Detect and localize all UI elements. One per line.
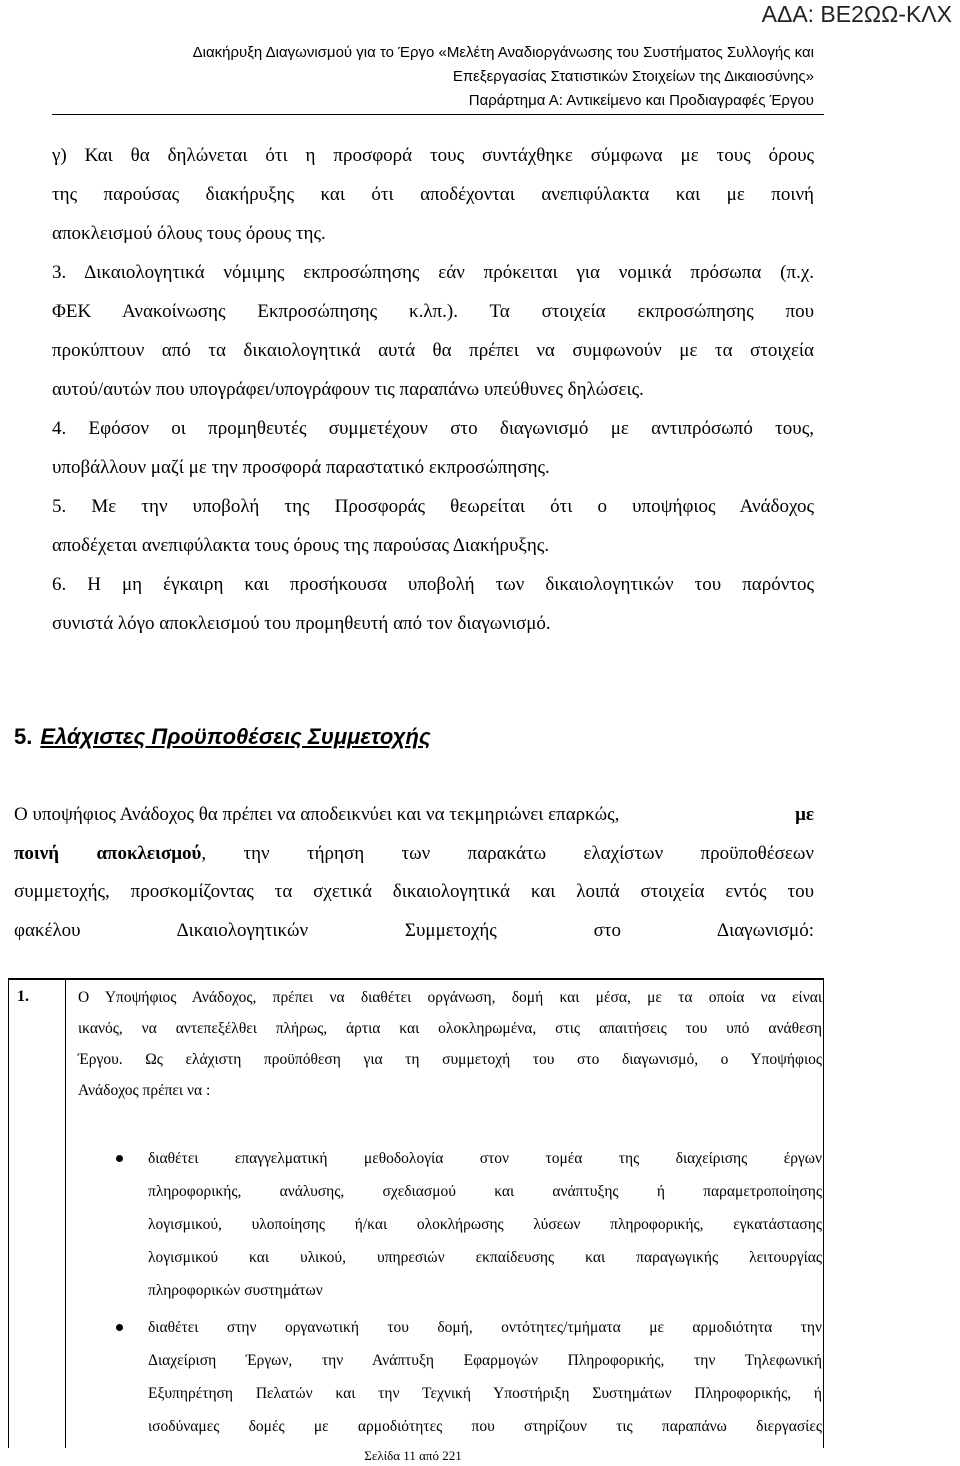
line: γ) Και θα δηλώνεται ότι η προσφορά τους συντάχθηκε σύμφωνα με τους όρους [52,145,814,166]
section-number: 5. [14,724,33,749]
ada-code: ΑΔΑ: ΒΕ2ΩΩ-ΚΛΧ [761,1,952,27]
requirements-table [8,978,824,1448]
table-cell-text [78,982,822,1106]
requirements-list [52,136,814,643]
line: 6. Η μη έγκαιρη και προσήκουσα υποβολή των δικαιολογητικών του παρόντος [52,574,814,595]
bullet-line: Εξυπηρέτηση Πελατών και την Τεχνική Υποστήριξη Συστημάτων Πληροφορικής, ή [148,1385,822,1402]
table-line: Έργου. Ως ελάχιστη προϋπόθεση για τη συμμετοχή του στο διαγωνισμό, ο Υποψήφιος [78,1051,822,1068]
line: της παρούσας διακήρυξης και ότι αποδέχονται ανεπιφύλακτα και με ποινή [52,184,814,205]
list-item-g [52,136,814,253]
intro-paragraph [14,796,814,950]
header-line-1: Διακήρυξη Διαγωνισμού για το Έργο «Μελέτη Αναδιοργάνωσης του Συστήματος Συλλογής και [192,44,814,61]
header-line-3: Παράρτημα Α: Αντικείμενο και Προδιαγραφές Έργου [468,92,814,109]
table-line: Ο Υποψήφιος Ανάδοχος, πρέπει να διαθέτει οργάνωση, δομή και μέσα, με τα οποία να είναι [78,989,822,1006]
section-heading [14,724,431,750]
list-item [78,1142,822,1307]
intro-line: φακέλου Δικαιολογητικών Συμμετοχής στο Διαγωνισμό: [14,919,814,941]
bullet-icon [116,1324,123,1331]
table-column-rule [65,980,66,1448]
bullet-line: διαθέτει επαγγελματική μεθοδολογία στον τομέα της διαχείρισης έργων [148,1150,822,1167]
line: 3. Δικαιολογητικά νόμιμης εκπροσώπησης εάν πρόκειται για νομικά πρόσωπα (π.χ. [52,262,814,283]
intro-line: Ο υποψήφιος Ανάδοχος θα πρέπει να αποδεικνύει και να τεκμηριώνει επαρκώς, με [14,804,814,825]
bullet-line: Διαχείριση Έργων, την Ανάπτυξη Εφαρμογών Πληροφορικής, την Τηλεφωνική [148,1352,822,1369]
page-number: Σελίδα 11 από 221 [364,1448,462,1463]
table-line: Ανάδοχος πρέπει να : [78,1082,211,1099]
intro-line: συμμετοχής, προσκομίζοντας τα σχετικά δικαιολογητικά και λοιπά στοιχεία εντός του [14,881,814,902]
line: αποκλεισμού όλους τους όρους της. [52,223,326,244]
bullet-list [78,1142,822,1443]
section-title: Ελάχιστες Προϋποθέσεις Συμμετοχής [40,724,431,749]
line: αυτού/αυτών που υπογράφει/υπογράφουν τις παραπάνω υπεύθυνες δηλώσεις. [52,379,644,400]
header-rule [52,114,824,115]
bullet-line: διαθέτει στην οργανωτική του δομή, οντότητες/τμήματα με αρμοδιότητα την [148,1319,822,1336]
line: ΦΕΚ Ανακοίνωσης Εκπροσώπησης κ.λπ.). Τα στοιχεία εκπροσώπησης που [52,301,814,322]
bullet-line: ισοδύναμες δομές με αρμοδιότητες που στηρίζουν τις παραπάνω διεργασίες [148,1418,822,1435]
line: προκύπτουν από τα δικαιολογητικά αυτά θα πρέπει να συμφωνούν με τα στοιχεία [52,340,814,361]
intro-line: ποινή αποκλεισμού, την τήρηση των παρακάτω ελαχίστων προϋποθέσεων [14,842,814,864]
line: συνιστά λόγο αποκλεισμού του προμηθευτή από τον διαγωνισμό. [52,613,551,634]
bullet-line: λογισμικού και υλικού, υπηρεσιών εκπαίδευσης και παραγωγικής λειτουργίας [148,1249,822,1266]
bullet-line: πληροφορικής, ανάλυσης, σχεδιασμού και ανάπτυξης ή παραμετροποίησης [148,1183,822,1200]
line: 5. Με την υποβολή της Προσφοράς θεωρείται ότι ο υποψήφιος Ανάδοχος [52,496,814,517]
list-item [78,1311,822,1443]
bullet-icon [116,1155,123,1162]
line: 4. Εφόσον οι προμηθευτές συμμετέχουν στο διαγωνισμό με αντιπρόσωπό τους, [52,418,814,439]
list-item-3 [52,253,814,409]
line: υποβάλλουν μαζί με την προσφορά παραστατικό εκπροσώπησης. [52,457,550,478]
bullet-line: πληροφορικών συστημάτων [148,1282,323,1299]
list-item-5 [52,487,814,565]
header-line-2: Επεξεργασίας Στατιστικών Στοιχείων της Δικαιοσύνης» [452,68,814,85]
table-line: ικανός, να αντεπεξέλθει πλήρως, άρτια και ολοκληρωμένα, στις απαιτήσεις του υπό ανάθεση [78,1020,822,1037]
list-item-6 [52,565,814,643]
table-row-number: 1. [17,988,29,1005]
bullet-line: λογισμικού, υλοποίησης ή/και ολοκλήρωσης λύσεων πληροφορικής, εγκατάστασης [148,1216,822,1233]
line: αποδέχεται ανεπιφύλακτα τους όρους της παρούσας Διακήρυξης. [52,535,550,556]
list-item-4 [52,409,814,487]
